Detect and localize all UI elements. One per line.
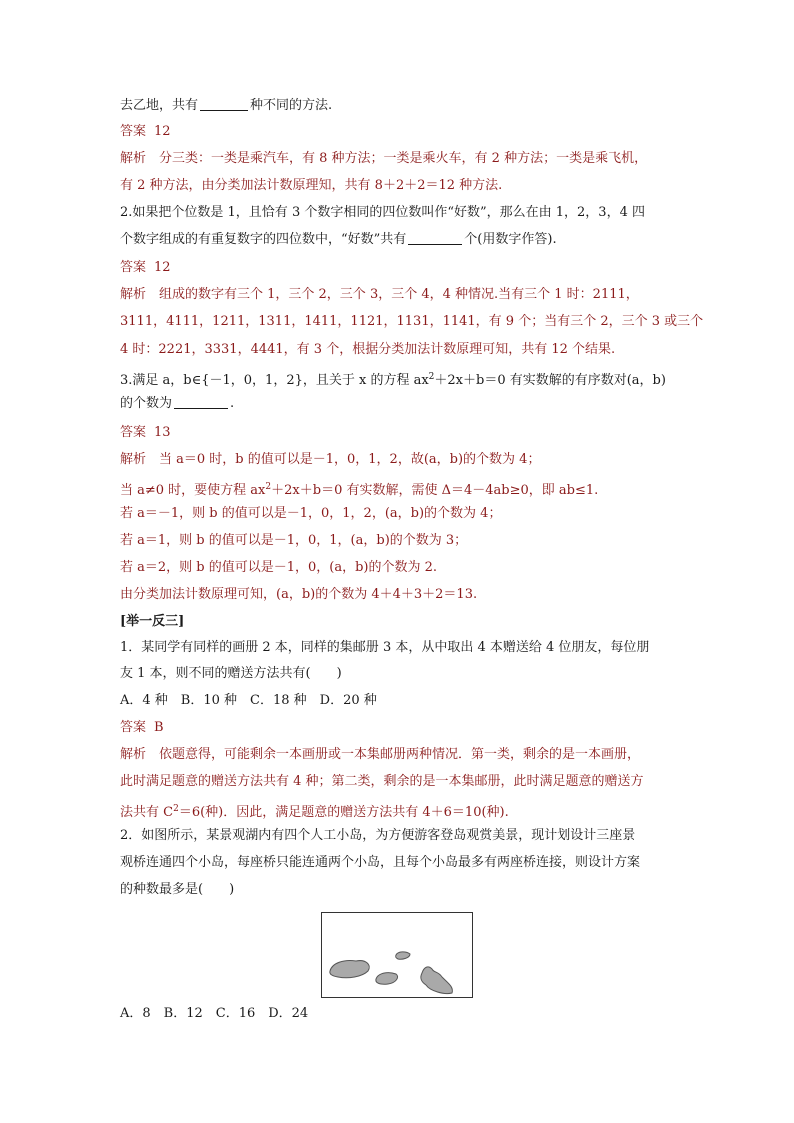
answer-blank (174, 394, 228, 409)
q2-text-b: 个(用数字作答). (464, 232, 557, 247)
q1-text-b: 种不同的方法. (250, 98, 333, 113)
island-1 (330, 960, 369, 977)
ex1-options: A．4 种 B．10 种 C．18 种 D．20 种 (120, 693, 377, 708)
ex1-answer (120, 718, 680, 738)
answer-label: 答案 (120, 425, 147, 440)
answer-value: 12 (154, 260, 171, 275)
answer-blank (408, 230, 462, 245)
section-heading: [举一反三] (120, 614, 185, 629)
answer-label: 答案 (120, 720, 147, 735)
superscript: 2 (428, 372, 435, 382)
island-4 (421, 967, 453, 994)
q3-text-b: ＋2x＋b＝0 有实数解的有序数对(a，b) (434, 373, 666, 388)
ex1-analysis-2: 此时满足题意的赠送方法共有 4 种；第二类，剩余的是一本集邮册，此时满足题意的赠送方 (120, 774, 644, 789)
island-2 (396, 952, 410, 959)
q2-stem-2 (120, 230, 680, 250)
q2-stem-1: 2.如果把个位数是 1，且恰有 3 个数字相同的四位数叫作“好数”，那么在由 1，2，3，4 四 (120, 205, 645, 220)
q3-analysis-2 (120, 477, 680, 501)
ex1-analysis-text-a: 法共有 C (120, 805, 174, 820)
ex2-stem-2: 观桥连通四个小岛，每座桥只能连通两个小岛，且每个小岛最多有两座桥连接，则设计方案 (120, 855, 641, 870)
answer-value: B (154, 720, 164, 735)
q2-analysis-1: 解析 组成的数字有三个 1，三个 2，三个 3，三个 4，4 种情况.当有三个 1 时：2111， (120, 287, 639, 302)
q3-analysis-1: 解析 当 a＝0 时，b 的值可以是－1，0，1，2，故(a，b)的个数为 4； (120, 452, 541, 467)
q1-tail (120, 96, 680, 116)
q2-analysis-3: 4 时：2221，3331，4441，有 3 个，根据分类加法计数原理可知，共有 12 个结果. (120, 342, 616, 357)
island-3 (376, 973, 398, 985)
ex1-analysis-1: 解析 依题意得，可能剩余一本画册或一本集邮册两种情况．第一类，剩余的是一本画册， (120, 747, 641, 762)
superscript: 2 (173, 804, 179, 814)
answer-label: 答案 (120, 260, 147, 275)
lake-islands-figure (321, 912, 473, 998)
ex2-options: A．8 B．12 C．16 D．24 (120, 1006, 309, 1021)
q3-analysis-6: 由分类加法计数原理可知，(a，b)的个数为 4＋4＋3＋2＝13. (120, 587, 478, 602)
q2-text-a: 个数字组成的有重复数字的四位数中，“好数”共有 (120, 232, 407, 247)
q3-stem-2 (120, 394, 680, 414)
q3-analysis-4: 若 a＝1，则 b 的值可以是－1，0，1，(a，b)的个数为 3； (120, 533, 468, 548)
ex1-analysis-3 (120, 799, 680, 823)
q3-text-c: 的个数为 (120, 396, 173, 411)
answer-value: 13 (154, 425, 171, 440)
answer-label: 答案 (120, 124, 147, 139)
islands-illustration (322, 913, 472, 997)
ex1-analysis-text-b: ＝6(种)．因此，满足题意的赠送方法共有 4＋6＝10(种). (178, 805, 509, 820)
q3-analysis-3: 若 a＝－1，则 b 的值可以是－1，0，1，2，(a，b)的个数为 4； (120, 506, 502, 521)
ex1-stem-2: 友 1 本，则不同的赠送方法共有( ) (120, 666, 342, 681)
q2-answer (120, 258, 680, 278)
q3-analysis-5: 若 a＝2，则 b 的值可以是－1，0，(a，b)的个数为 2. (120, 560, 438, 575)
q3-analysis-text-b: ＋2x＋b＝0 有实数解，需使 Δ＝4－4ab≥0，即 ab≤1. (271, 483, 599, 498)
answer-value: 12 (154, 124, 171, 139)
q1-text-a: 去乙地，共有 (120, 98, 199, 113)
ex1-stem-1: 1．某同学有同样的画册 2 本，同样的集邮册 3 本，从中取出 4 本赠送给 4 位朋友，每位朋 (120, 640, 650, 655)
q3-answer (120, 423, 680, 443)
answer-blank (200, 96, 248, 111)
q3-analysis-text-a: 当 a≠0 时，要使方程 ax (120, 483, 266, 498)
q1-analysis-1: 解析 分三类：一类是乘汽车，有 8 种方法；一类是乘火车，有 2 种方法；一类是乘飞机， (120, 151, 648, 166)
q1-answer (120, 122, 680, 142)
q3-stem-1 (120, 367, 680, 391)
q3-text-d: . (230, 396, 235, 411)
q2-analysis-2: 3111，4111，1211，1311，1411，1121，1131，1141，有 9 个；当有三个 2，三个 3 或三个 (120, 314, 704, 329)
ex2-stem-3: 的种数最多是( ) (120, 882, 235, 897)
q1-analysis-2: 有 2 种方法，由分类加法计数原理知，共有 8＋2＋2＝12 种方法. (120, 178, 503, 193)
ex2-stem-1: 2．如图所示，某景观湖内有四个人工小岛，为方便游客登岛观赏美景，现计划设计三座景 (120, 828, 636, 843)
q3-text-a: 3.满足 a，b∈{－1，0，1，2}，且关于 x 的方程 ax (120, 373, 429, 388)
superscript: 2 (265, 482, 272, 492)
